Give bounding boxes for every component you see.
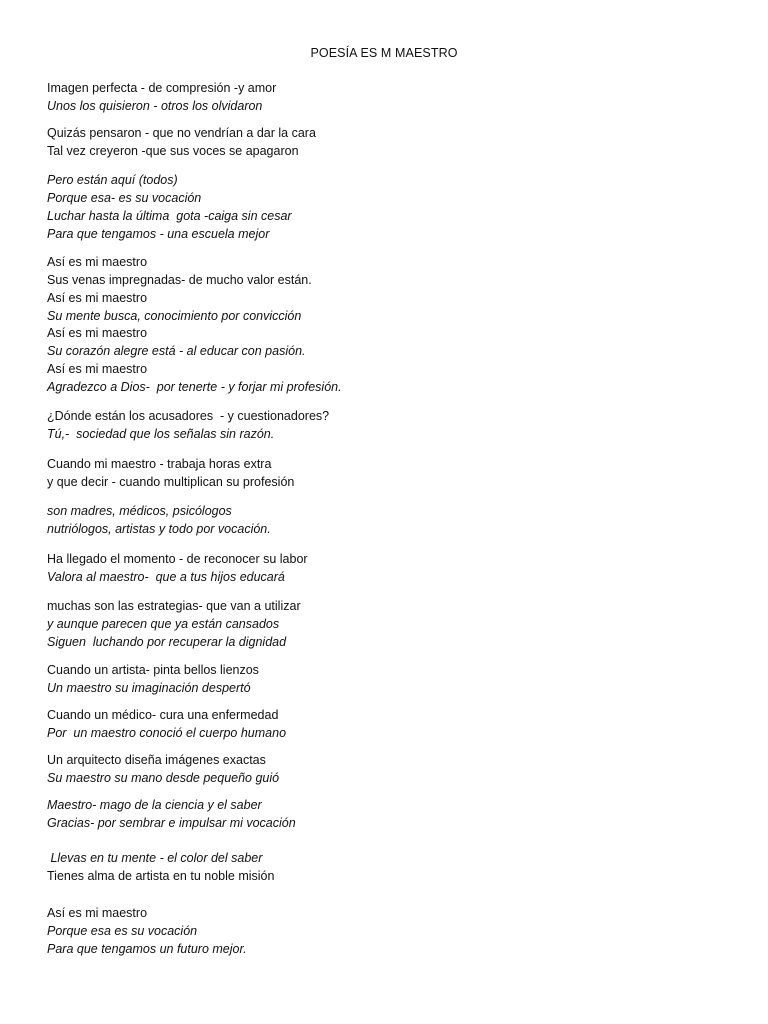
poem-line: y que decir - cuando multiplican su profesión	[47, 475, 295, 489]
poem-line: Agradezco a Dios- por tenerte - y forjar mi profesión.	[47, 380, 342, 394]
poem-line: Maestro- mago de la ciencia y el saber	[47, 798, 262, 812]
poem-line: Así es mi maestro	[47, 906, 148, 920]
poem-line: Ha llegado el momento - de reconocer su labor	[47, 552, 308, 566]
poem-line: Su mente busca, conocimiento por convicción	[47, 309, 302, 323]
poem-line: Su corazón alegre está - al educar con pasión.	[47, 344, 306, 358]
poem-line: Su maestro su mano desde pequeño guió	[47, 771, 280, 785]
poem-line: Un arquitecto diseña imágenes exactas	[47, 753, 266, 767]
poem-line: Cuando un médico- cura una enfermedad	[47, 708, 279, 722]
poem-line: Gracias- por sembrar e impulsar mi vocación	[47, 816, 296, 830]
poem-line: nutriólogos, artistas y todo por vocación.	[47, 522, 271, 536]
poem-line: Así es mi maestro	[47, 255, 148, 269]
poem-line: muchas son las estrategias- que van a utilizar	[47, 599, 301, 613]
poem-line: Cuando un artista- pinta bellos lienzos	[47, 663, 259, 677]
poem-line: Valora al maestro- que a tus hijos educará	[47, 570, 285, 584]
poem-line: Siguen luchando por recuperar la dignidad	[47, 635, 287, 649]
poem-line: Porque esa es su vocación	[47, 924, 198, 938]
poem-line: Tú,- sociedad que los señalas sin razón.	[47, 427, 275, 441]
poem-line: Un maestro su imaginación despertó	[47, 681, 251, 695]
poem-line: Imagen perfecta - de compresión -y amor	[47, 81, 277, 95]
poem-line: Por un maestro conoció el cuerpo humano	[47, 726, 287, 740]
poem-line: Así es mi maestro	[47, 291, 148, 305]
poem-line: Luchar hasta la última gota -caiga sin cesar	[47, 209, 292, 223]
poem-line: Cuando mi maestro - trabaja horas extra	[47, 457, 272, 471]
poem-line: Porque esa- es su vocación	[47, 191, 202, 205]
poem-line: Para que tengamos un futuro mejor.	[47, 942, 247, 956]
poem-line: Así es mi maestro	[47, 362, 148, 376]
poem-line: son madres, médicos, psicólogos	[47, 504, 232, 518]
poem-line: Así es mi maestro	[47, 326, 148, 340]
poem-line: Llevas en tu mente - el color del saber	[47, 851, 263, 865]
poem-line: Pero están aquí (todos)	[47, 173, 178, 187]
poem-line: Para que tengamos - una escuela mejor	[47, 227, 270, 241]
poem-line: Tienes alma de artista en tu noble misión	[47, 869, 275, 883]
poem-line: Quizás pensaron - que no vendrían a dar la cara	[47, 126, 316, 140]
poem-title: POESÍA ES M MAESTRO	[310, 46, 458, 60]
poem-line: Tal vez creyeron -que sus voces se apagaron	[47, 144, 299, 158]
poem-line: ¿Dónde están los acusadores - y cuestionadores?	[47, 409, 330, 423]
poem-line: y aunque parecen que ya están cansados	[47, 617, 280, 631]
poem-line: Sus venas impregnadas- de mucho valor están.	[47, 273, 312, 287]
poem-line: Unos los quisieron - otros los olvidaron	[47, 99, 263, 113]
